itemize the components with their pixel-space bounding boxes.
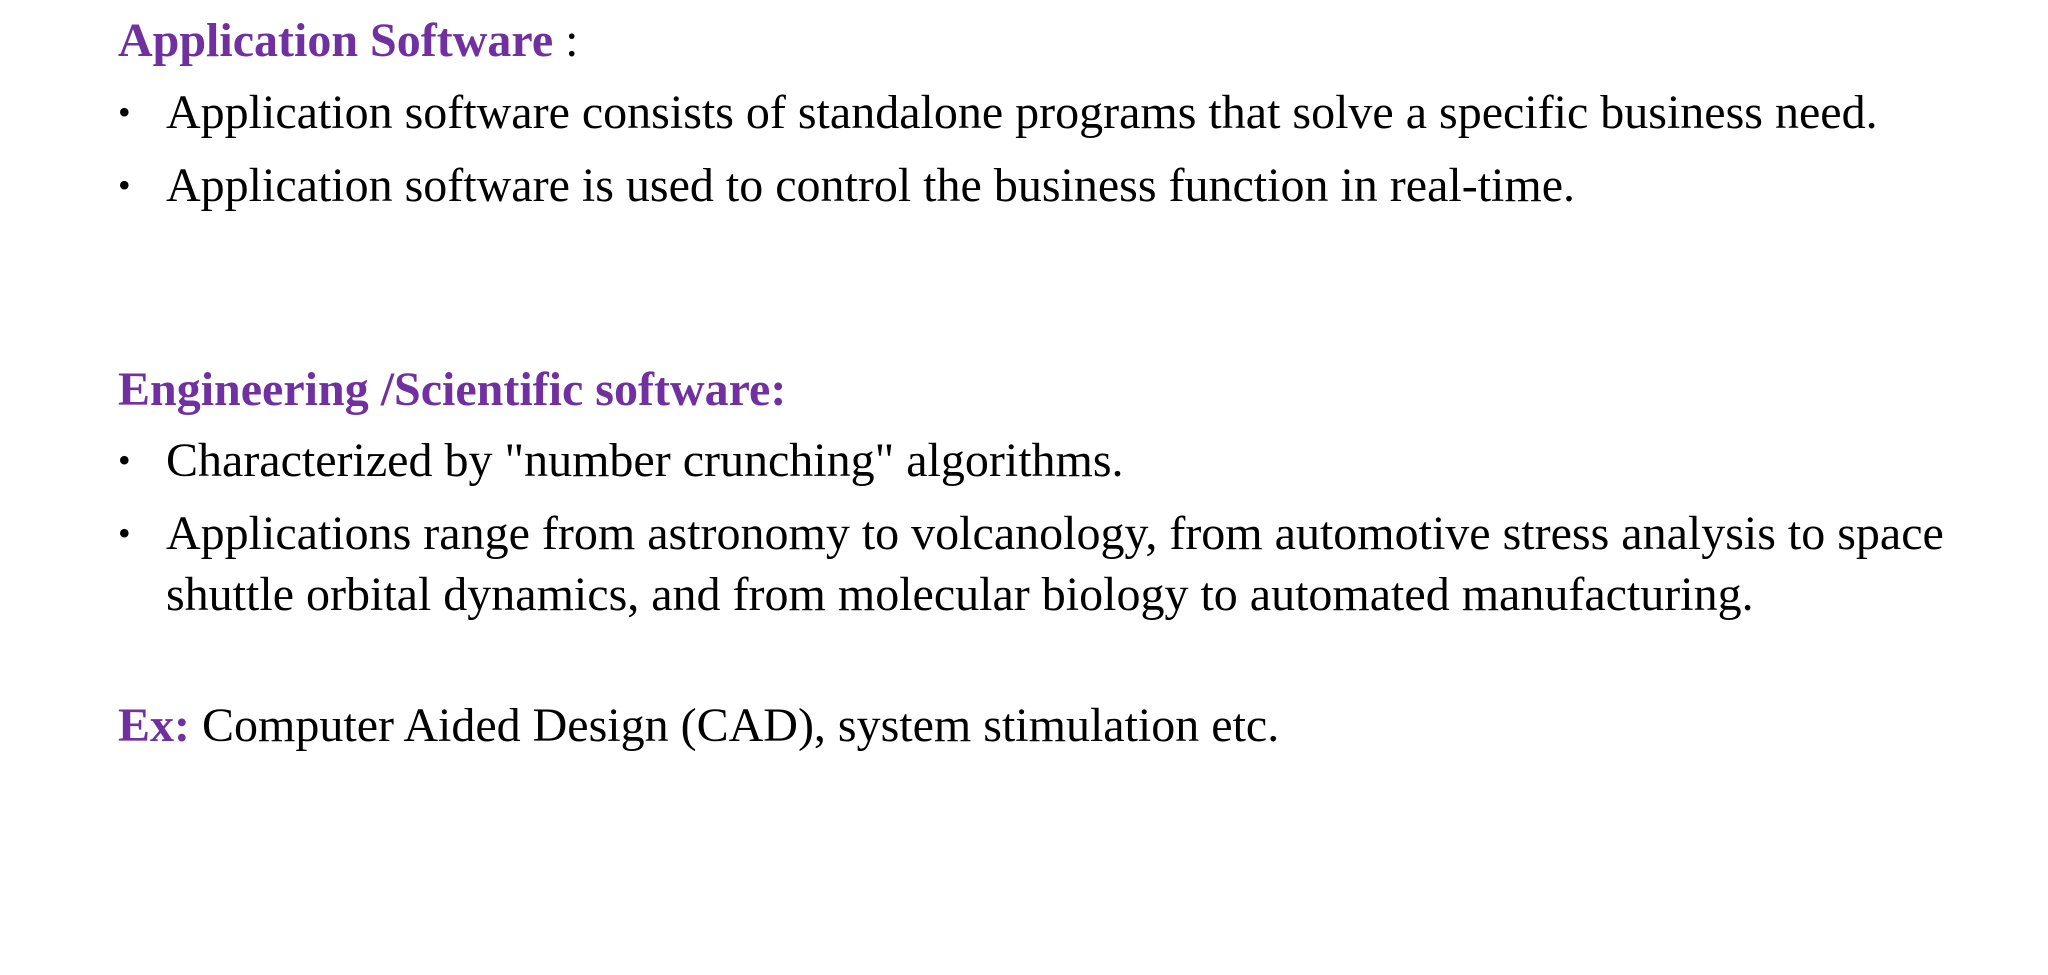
list-item [118, 82, 1998, 143]
section-heading-application-software [118, 9, 578, 73]
bullet-icon: • [118, 165, 131, 205]
section-heading-engineering-scientific: Engineering /Scientific software: [118, 363, 787, 416]
bullet-list-engineering-scientific [118, 430, 1998, 637]
example-label: Ex: [118, 699, 190, 752]
bullet-list-application-software [118, 82, 1998, 228]
bullet-text: Characterized by "number crunching" algorithms. [166, 434, 1124, 487]
example-text: Computer Aided Design (CAD), system stimulation etc. [190, 699, 1280, 752]
example-line [118, 694, 1279, 758]
bullet-text: Applications range from astronomy to volcanology, from automotive stress analysis to space shuttle orbital dynamics, and from molecular biology to automated manufacturing. [166, 507, 1944, 621]
bullet-text: Application software consists of standalone programs that solve a specific business need. [166, 86, 1878, 139]
bullet-icon: • [118, 440, 131, 480]
bullet-icon: • [118, 92, 131, 132]
list-item [118, 503, 1998, 625]
list-item [118, 430, 1998, 491]
bullet-icon: • [118, 513, 131, 553]
list-item [118, 155, 1998, 216]
heading-colon: : [553, 14, 579, 67]
heading-text: Application Software [118, 14, 554, 67]
bullet-text: Application software is used to control the business function in real-time. [166, 159, 1576, 212]
